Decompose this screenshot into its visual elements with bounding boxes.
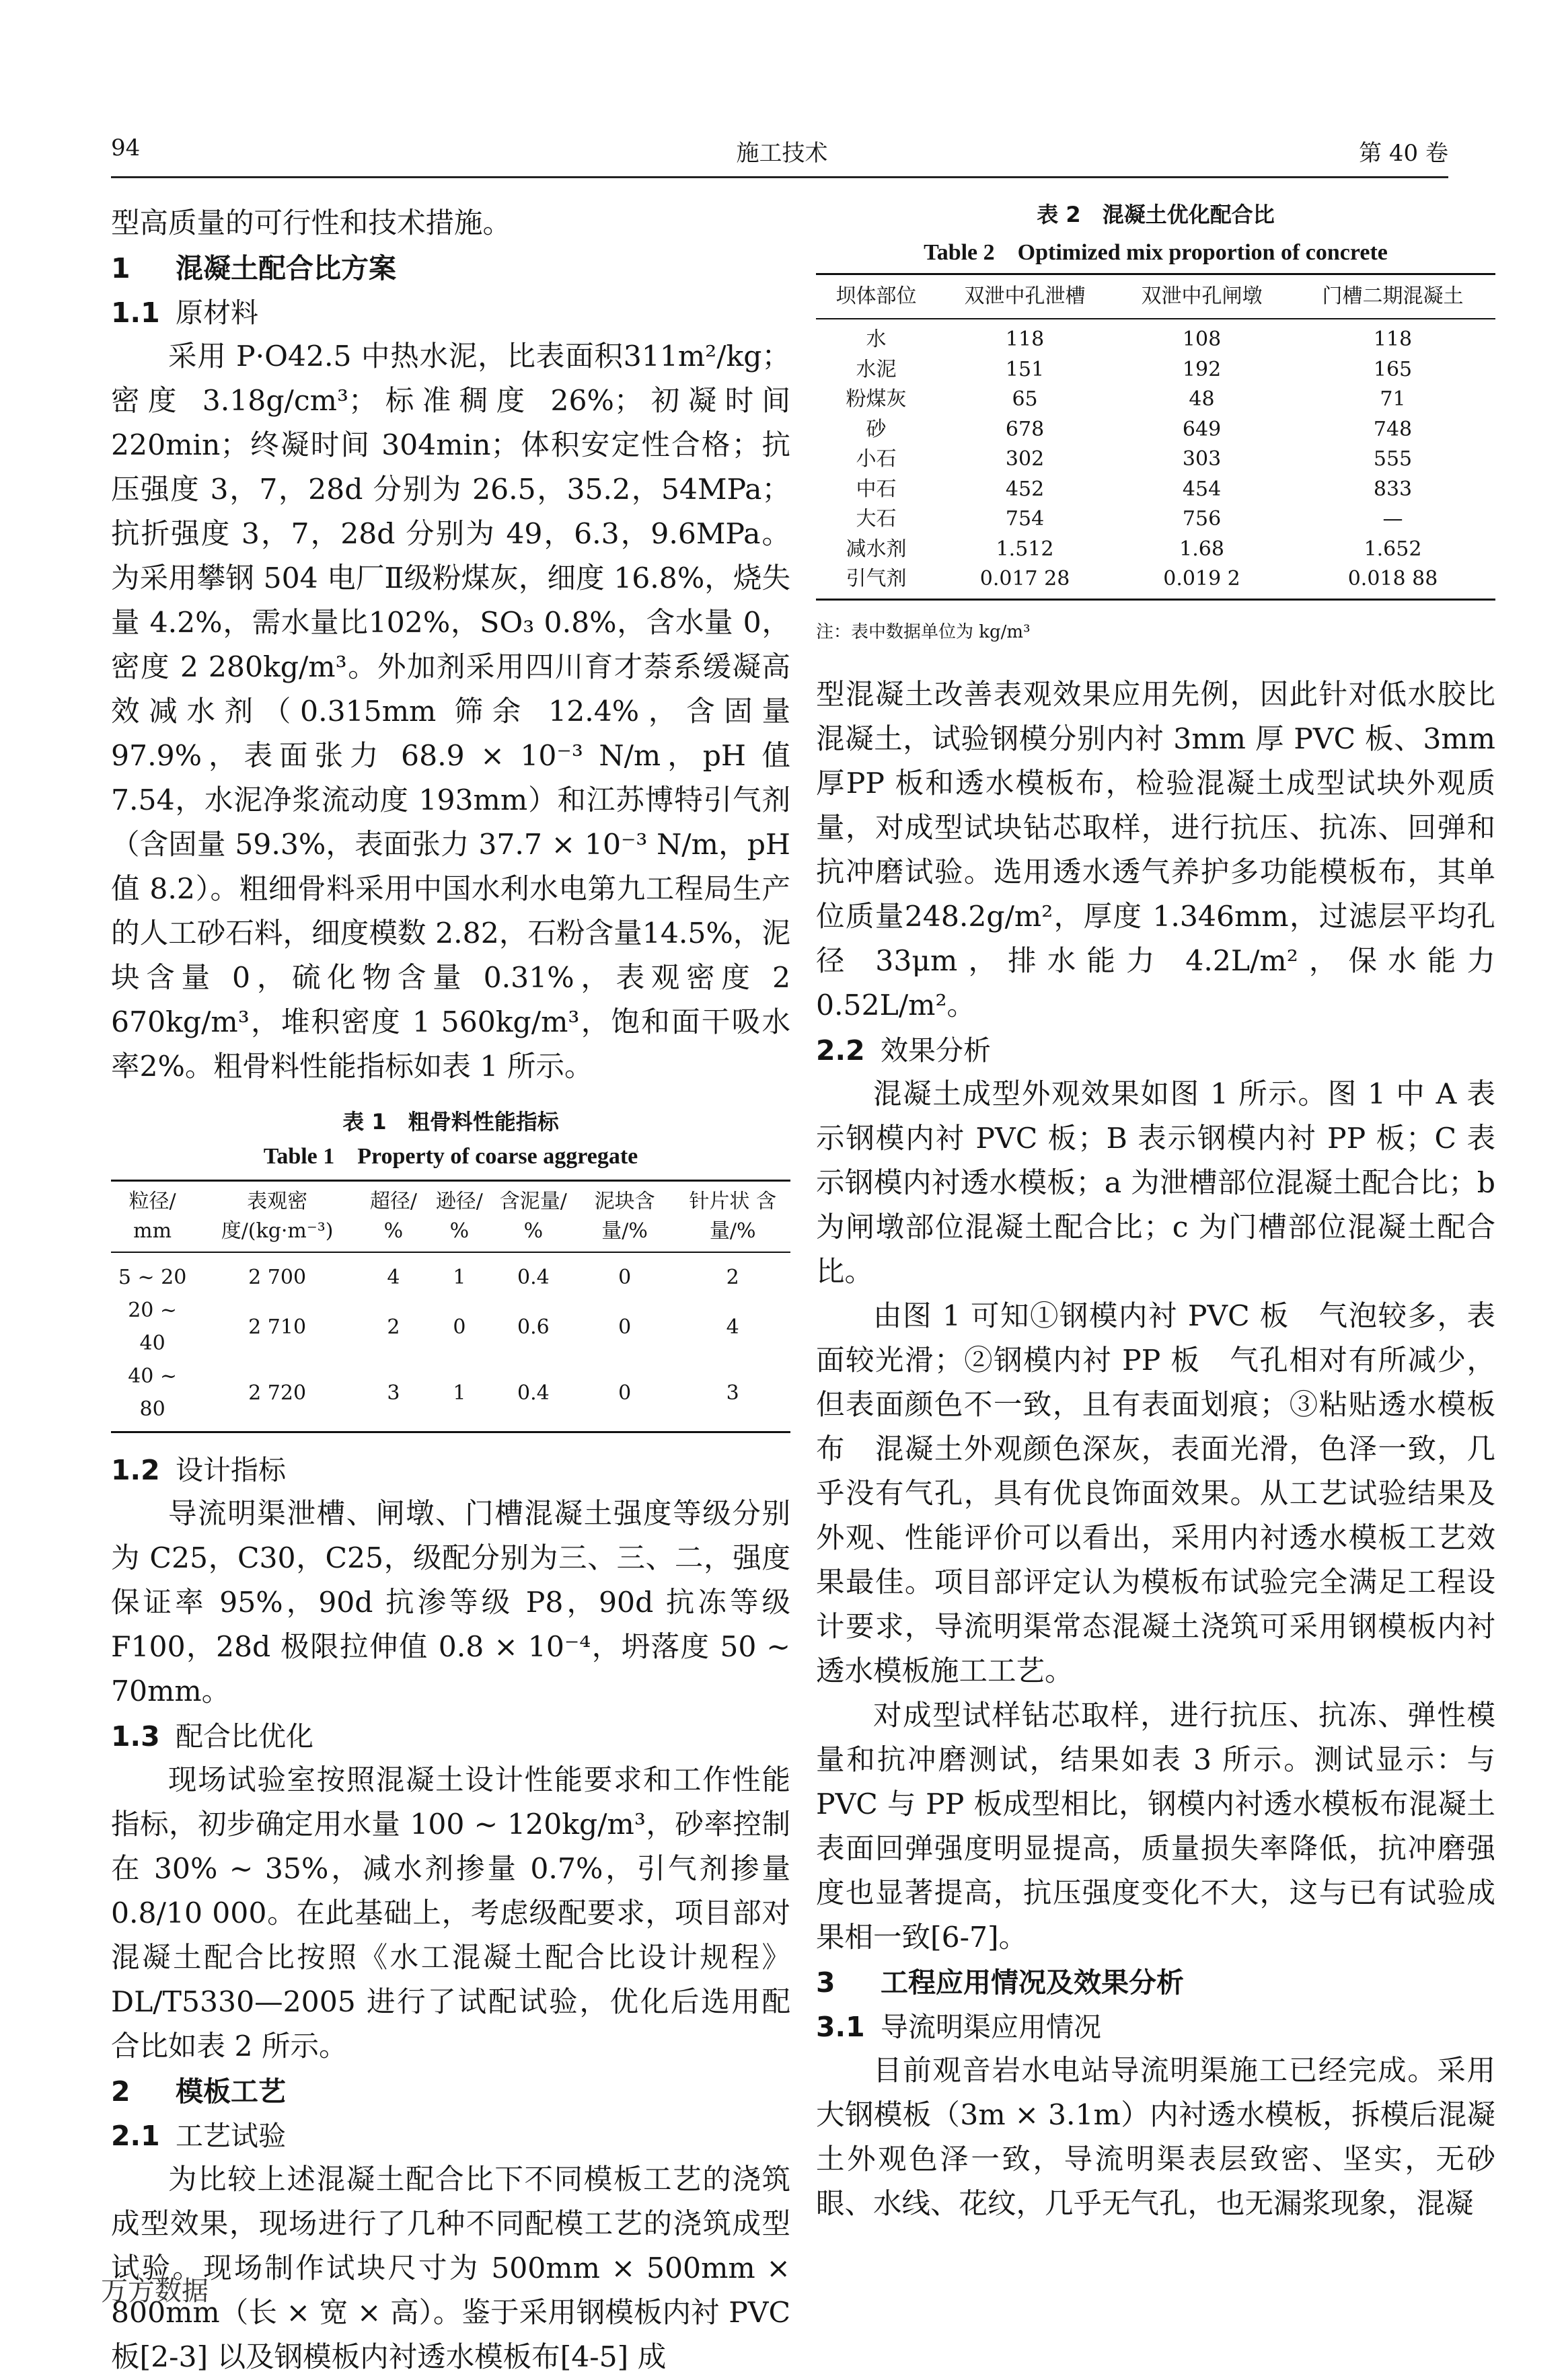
table-row bbox=[111, 1360, 790, 1432]
section-number: 1.3 bbox=[111, 1720, 160, 1753]
section-title: 混凝土配合比方案 bbox=[176, 252, 396, 284]
table-cell: 302 bbox=[1005, 447, 1045, 471]
table-cell: 水泥 bbox=[856, 357, 897, 381]
table-cell: 水 bbox=[866, 328, 887, 351]
table-cell: 754 bbox=[1005, 507, 1045, 531]
header-rule bbox=[111, 176, 1448, 178]
table-cell: 大石 bbox=[856, 507, 897, 531]
section-1-heading bbox=[111, 246, 790, 291]
design-index-paragraph: 导流明渠泄槽、闸墩、门槽混凝土强度等级分别为 C25，C30，C25，级配分别为三、三、二，强度保证率 95%，90d 抗渗等级 P8，90d 抗冻等级 F100，28d 极限拉伸值 0.8 × 10⁻⁴，坍落度 50 ~ 70mm。 bbox=[111, 1498, 790, 1708]
table-cell: 1.652 bbox=[1364, 537, 1422, 561]
table-cell: 71 bbox=[1380, 387, 1406, 411]
section-number: 1.1 bbox=[111, 297, 160, 329]
table-2-note: 注：表中数据单位为 kg/m³ bbox=[816, 621, 1031, 642]
table-cell: 555 bbox=[1373, 447, 1413, 471]
table-cell: 引气剂 bbox=[846, 567, 907, 590]
section-2-heading bbox=[111, 2069, 790, 2114]
journal-title: 施工技术 bbox=[736, 140, 828, 167]
table-cell: 0.6 bbox=[517, 1315, 550, 1339]
table-cell: 0.019 2 bbox=[1163, 567, 1240, 590]
table-cell: 0.018 88 bbox=[1347, 567, 1438, 590]
section-title: 模板工艺 bbox=[176, 2075, 286, 2108]
table-header-cell: 超径/ % bbox=[369, 1190, 417, 1243]
table-cell: 0.4 bbox=[517, 1381, 550, 1405]
table-cell: 118 bbox=[1005, 328, 1045, 351]
volume-label: 第 40 卷 bbox=[1359, 140, 1448, 167]
table-header-cell: 坝体部位 bbox=[835, 284, 917, 308]
table-cell: 小石 bbox=[856, 447, 897, 471]
section-number: 1 bbox=[111, 252, 131, 284]
table-cell: 649 bbox=[1182, 417, 1222, 441]
intro-paragraph: 型高质量的可行性和技术措施。 bbox=[111, 207, 512, 240]
section-number: 3 bbox=[816, 1966, 835, 1999]
table-cell: 48 bbox=[1189, 387, 1215, 411]
section-number: 2 bbox=[111, 2075, 131, 2108]
table-cell: 0.017 28 bbox=[979, 567, 1070, 590]
table-header-cell: 门槽二期混凝土 bbox=[1322, 284, 1464, 308]
table-1-grid bbox=[111, 1180, 790, 1433]
table-2-caption-en: Table 2 Optimized mix proportion of concrete bbox=[924, 240, 1388, 265]
application-paragraph: 目前观音岩水电站导流明渠施工已经完成。采用大钢模板（3m × 3.1m）内衬透水模板，拆模后混凝土外观色泽一致，导流明渠表层致密、坚实，无砂眼、水线、花纹，几乎无气孔，也无漏浆现象，混凝 bbox=[816, 2054, 1495, 2221]
table-cell: 3 bbox=[726, 1381, 739, 1405]
table-2-caption-cn: 表 2 混凝土优化配合比 bbox=[1037, 202, 1275, 227]
page-number: 94 bbox=[111, 135, 141, 161]
table-cell: 0 bbox=[618, 1266, 632, 1289]
table-cell: 454 bbox=[1182, 477, 1222, 501]
section-title: 工艺试验 bbox=[176, 2120, 286, 2152]
table-cell: 4 bbox=[387, 1266, 400, 1289]
footer-watermark: 万方数据 bbox=[101, 2276, 209, 2307]
table-row bbox=[111, 1294, 790, 1360]
table-row bbox=[816, 564, 1495, 599]
table-1-caption-cn: 表 1 粗骨料性能指标 bbox=[342, 1109, 559, 1135]
section-number: 1.2 bbox=[111, 1454, 160, 1486]
table-cell: 118 bbox=[1373, 328, 1413, 351]
table-cell: 砂 bbox=[866, 417, 887, 441]
table-header-cell: 双泄中孔泄槽 bbox=[964, 284, 1086, 308]
mix-optimization-paragraph: 现场试验室按照混凝土设计性能要求和工作性能指标，初步确定用水量 100 ~ 120kg/m³，砂率控制在 30% ~ 35%，减水剂掺量 0.7%，引气剂掺量 0.8/10 000。在此基础上，考虑级配要求，项目部对混凝土配合比按照《水工混凝土配合比设计规程》DL/T5330—2005 进行了试配试验，优化后选用配合比如表 2 所示。 bbox=[111, 1764, 790, 2063]
table-header-cell: 泥块含 量/% bbox=[594, 1190, 655, 1243]
table-2-grid bbox=[816, 273, 1495, 601]
table-cell: 452 bbox=[1005, 477, 1045, 501]
section-1-2-heading bbox=[111, 1448, 790, 1492]
section-title: 原材料 bbox=[176, 297, 258, 329]
table-cell: 0 bbox=[618, 1381, 632, 1405]
section-3-1-heading bbox=[816, 2005, 1495, 2049]
table-cell: 2 bbox=[387, 1315, 400, 1339]
table-row bbox=[816, 535, 1495, 565]
table-cell: 108 bbox=[1182, 328, 1222, 351]
table-cell: 0 bbox=[453, 1315, 466, 1339]
table-header-cell: 含泥量/ % bbox=[499, 1190, 567, 1243]
table-cell: 65 bbox=[1012, 387, 1038, 411]
effect-analysis-paragraph-2: 由图 1 可知①钢模内衬 PVC 板 气泡较多，表面较光滑；②钢模内衬 PP 板 气孔相对有所减少，但表面颜色不一致，且有表面划痕；③粘贴透水模板布 混凝土外观颜色深灰，表面光滑，色泽一致，几乎没有气孔，具有优良饰面效果。从工艺试验结果及外观、性能评价可以看出，采用内衬透水模板工艺效果最佳。项目部评定认为模板布试验完全满足工程设计要求，导流明渠常态混凝土浇筑可采用钢模板内衬透水模板施工工艺。 bbox=[816, 1299, 1495, 1688]
right-column bbox=[816, 202, 1495, 2227]
section-title: 工程应用情况及效果分析 bbox=[881, 1966, 1184, 1999]
table-header-cell: 针片状 含量/% bbox=[689, 1190, 776, 1243]
section-title: 配合比优化 bbox=[176, 1720, 313, 1753]
table-cell: 748 bbox=[1373, 417, 1413, 441]
table-cell: 2 720 bbox=[248, 1381, 307, 1405]
section-number: 2.1 bbox=[111, 2120, 160, 2152]
section-number: 3.1 bbox=[816, 2010, 865, 2043]
raw-materials-paragraph: 采用 P·O42.5 中热水泥，比表面积311m²/kg；密度 3.18g/cm³；标准稠度 26%；初凝时间 220min；终凝时间 304min；体积安定性合格；抗压强度 3，7，28d 分别为 26.5，35.2，54MPa；抗折强度 3，7，28d 分别为 49，6.3，9.6MPa。为采用攀钢 504 电厂Ⅱ级粉煤灰，细度 16.8%，烧失量 4.2%，需水量比102%，SO₃ 0.8%，含水量 0，密度 2 280kg/m³。外加剂采用四川育才萘系缓凝高效减水剂（0.315mm 筛余 12.4%，含固量 97.9%，表面张力 68.9 × 10⁻³ N/m，pH 值 7.54，水泥净浆流动度 193mm）和江苏博特引气剂（含固量 59.3%，表面张力 37.7 × 10⁻³ N/m，pH 值 8.2）。粗细骨料采用中国水利水电第九工程局生产的人工砂石料，细度模数 2.82，石粉含量14.5%，泥块含量 0，硫化物含量 0.31%，表观密度 2 670kg/m³，堆积密度 1 560kg/m³，饱和面干吸水率2%。粗骨料性能指标如表 1 所示。 bbox=[111, 340, 790, 1083]
section-title: 设计指标 bbox=[176, 1454, 286, 1486]
table-1-caption-en: Table 1 Property of coarse aggregate bbox=[263, 1144, 638, 1169]
table-cell: 833 bbox=[1373, 477, 1413, 501]
table-cell: 减水剂 bbox=[846, 537, 907, 561]
table-cell: 1 bbox=[453, 1266, 466, 1289]
section-title: 导流明渠应用情况 bbox=[881, 2010, 1101, 2043]
table-cell: 1.68 bbox=[1179, 537, 1224, 561]
table-row bbox=[816, 415, 1495, 445]
table-cell: 1 bbox=[453, 1381, 466, 1405]
left-column bbox=[111, 202, 790, 2380]
table-cell: 2 700 bbox=[248, 1266, 307, 1289]
table-cell: 0 bbox=[618, 1315, 632, 1339]
table-row bbox=[816, 319, 1495, 355]
table-header-cell: 粒径/ mm bbox=[128, 1190, 176, 1243]
table-cell: 粉煤灰 bbox=[846, 387, 907, 411]
continued-paragraph: 型混凝土改善表观效果应用先例，因此针对低水胶比混凝土，试验钢模分别内衬 3mm 厚 PVC 板、3mm 厚PP 板和透水模板布，检验混凝土成型试块外观质量，对成型试块钻芯取样，进行抗压、抗冻、回弹和抗冲磨试验。选用透水透气养护多功能模板布，其单位质量248.2g/m²，厚度 1.346mm，过滤层平均孔径 33μm，排水能力 4.2L/m²，保水能力 0.52L/m²。 bbox=[816, 678, 1495, 1022]
table-cell: — bbox=[1382, 507, 1403, 531]
table-row bbox=[816, 445, 1495, 475]
process-test-paragraph: 为比较上述混凝土配合比下不同模板工艺的浇筑成型效果，现场进行了几种不同配模工艺的浇筑成型试验。现场制作试块尺寸为 500mm × 500mm × 800mm（长 × 宽 × 高）。鉴于采用钢模板内衬 PVC 板[2-3] 以及钢模板内衬透水模板布[4-5] 成 bbox=[111, 2163, 790, 2374]
section-2-1-heading bbox=[111, 2114, 790, 2158]
table-header-row bbox=[816, 274, 1495, 319]
table-header-row bbox=[111, 1181, 790, 1253]
table-cell: 192 bbox=[1182, 357, 1222, 381]
table-cell: 中石 bbox=[856, 477, 897, 501]
table-cell: 1.512 bbox=[996, 537, 1054, 561]
table-row bbox=[111, 1252, 790, 1294]
table-1 bbox=[111, 1106, 790, 1433]
table-cell: 4 bbox=[726, 1315, 739, 1339]
table-cell: 20 ~ 40 bbox=[128, 1299, 178, 1355]
effect-analysis-paragraph-1: 混凝土成型外观效果如图 1 所示。图 1 中 A 表示钢模内衬 PVC 板；B 表示钢模内衬 PP 板；C 表示钢模内衬透水模板；a 为泄槽部位混凝土配合比；b 为闸墩部位混凝土配合比；c 为门槽部位混凝土配合比。 bbox=[816, 1077, 1495, 1289]
table-row bbox=[816, 475, 1495, 505]
effect-analysis-paragraph-3: 对成型试样钻芯取样，进行抗压、抗冻、弹性模量和抗冲磨测试，结果如表 3 所示。测试显示：与PVC 与 PP 板成型相比，钢模内衬透水模板布混凝土表面回弹强度明显提高，质量损失率降低，抗冲磨强度也显著提高，抗压强度变化不大，这与已有试验成果相一致[6-7]。 bbox=[816, 1699, 1495, 1954]
table-header-cell: 逊径/ % bbox=[435, 1190, 483, 1243]
table-header-cell: 双泄中孔闸墩 bbox=[1141, 284, 1263, 308]
table-cell: 3 bbox=[387, 1381, 400, 1405]
section-3-heading bbox=[816, 1960, 1495, 2005]
table-row bbox=[816, 355, 1495, 385]
table-cell: 678 bbox=[1005, 417, 1045, 441]
table-cell: 40 ~ 80 bbox=[128, 1365, 178, 1421]
table-cell: 5 ~ 20 bbox=[118, 1266, 187, 1289]
table-2 bbox=[816, 196, 1495, 654]
section-1-3-heading bbox=[111, 1714, 790, 1759]
table-cell: 165 bbox=[1373, 357, 1413, 381]
section-1-1-heading bbox=[111, 291, 790, 335]
section-2-2-heading bbox=[816, 1028, 1495, 1073]
table-row bbox=[816, 504, 1495, 535]
table-cell: 0.4 bbox=[517, 1266, 550, 1289]
table-cell: 2 bbox=[726, 1266, 739, 1289]
table-cell: 151 bbox=[1005, 357, 1045, 381]
section-title: 效果分析 bbox=[881, 1034, 991, 1067]
table-cell: 756 bbox=[1182, 507, 1222, 531]
table-cell: 303 bbox=[1182, 447, 1222, 471]
section-number: 2.2 bbox=[816, 1034, 865, 1067]
table-cell: 2 710 bbox=[248, 1315, 307, 1339]
table-row bbox=[816, 385, 1495, 415]
table-header-cell: 表观密 度/(kg·m⁻³) bbox=[221, 1190, 334, 1243]
